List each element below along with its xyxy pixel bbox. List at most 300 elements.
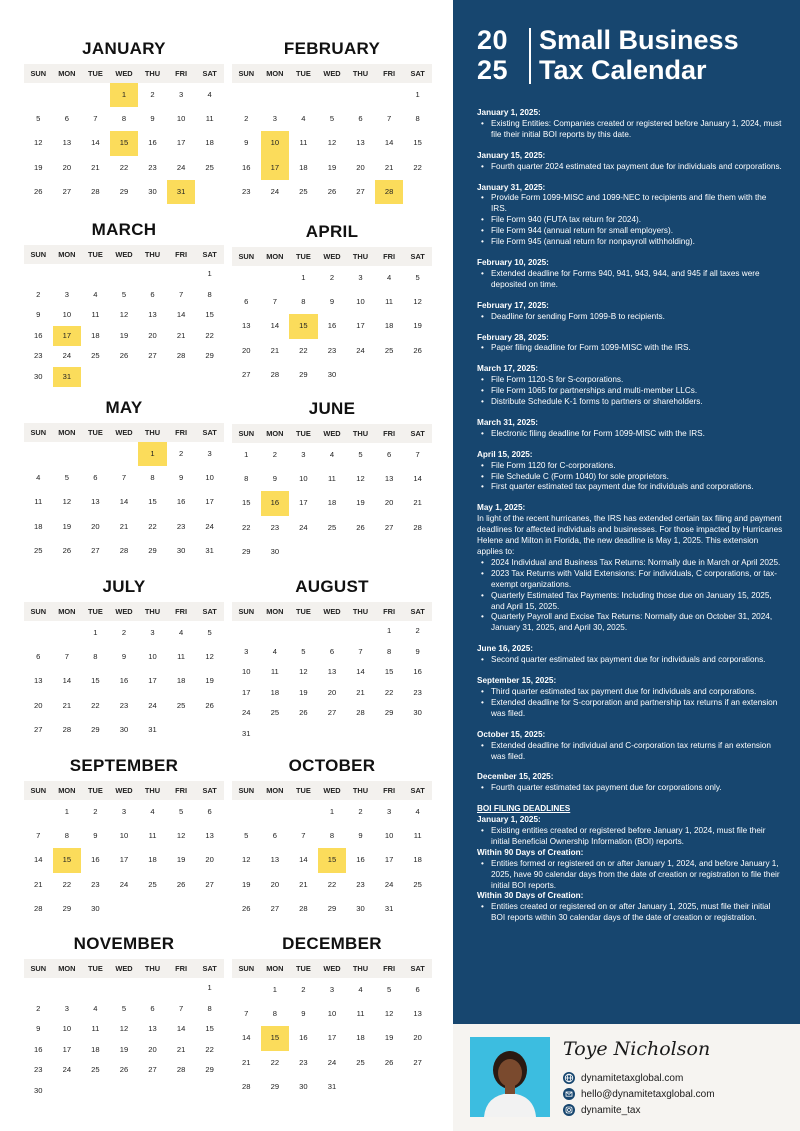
weekday-label: WED: [323, 964, 341, 973]
day-cell: [24, 83, 53, 107]
week-row: [24, 694, 224, 718]
day-cell: 12: [413, 297, 422, 307]
weekday-label: THU: [144, 786, 161, 795]
day-cell: [195, 897, 224, 921]
week-row: [232, 290, 432, 314]
contact-name: Toye Nicholson: [563, 1038, 711, 1060]
day-cell: [167, 367, 196, 388]
deadline-item: • 2024 Individual and Business Tax Returns: Normally due in March or April 2025.: [477, 558, 783, 569]
day-cell: 29: [205, 1065, 214, 1074]
deadline-day: 15: [110, 131, 139, 155]
weekday-header: [232, 602, 432, 621]
social-handle[interactable]: dynamite_tax: [581, 1104, 641, 1116]
day-cell: [110, 264, 139, 285]
day-cell: 13: [148, 310, 157, 319]
deadline-day: 17: [261, 156, 290, 180]
day-cell: 17: [242, 687, 251, 697]
deadline-item: • File Form 940 (FUTA tax return for 2024).: [477, 215, 783, 226]
day-cell: 28: [34, 903, 43, 913]
day-cell: 11: [270, 667, 279, 676]
day-cell: 7: [272, 297, 277, 307]
day-cell: 3: [121, 807, 127, 816]
day-cell: [53, 978, 82, 999]
day-cell: 25: [91, 351, 100, 360]
day-cell: [195, 180, 224, 204]
day-cell: 22: [242, 522, 251, 532]
day-cell: 24: [242, 708, 251, 717]
email-row[interactable]: [563, 1088, 715, 1100]
week-row: [24, 156, 224, 180]
day-cell: 1: [64, 807, 69, 816]
day-cell: 1: [272, 985, 277, 994]
day-cell: 22: [205, 1044, 214, 1054]
day-cell: 5: [36, 114, 41, 124]
month-title: JULY: [102, 577, 146, 596]
day-cell: 19: [327, 162, 337, 172]
week-row: [232, 339, 432, 363]
day-cell: 30: [176, 545, 186, 555]
deadline-entry: [477, 730, 783, 763]
week-row: [24, 107, 224, 131]
week-row: [232, 873, 432, 897]
deadline-items: [477, 193, 783, 248]
day-cell: 4: [178, 628, 184, 637]
day-cell: 4: [386, 273, 392, 282]
week-row: [24, 346, 224, 367]
weekday-label: TUE: [88, 607, 103, 616]
day-cell: 29: [327, 903, 337, 913]
weekday-label: SUN: [30, 428, 47, 437]
day-cell: 30: [327, 369, 337, 379]
day-cell: [289, 540, 318, 564]
day-cell: 13: [148, 1024, 157, 1033]
day-cell: 14: [176, 1024, 186, 1033]
day-cell: 11: [299, 138, 308, 148]
day-cell: 18: [34, 521, 43, 531]
day-cell: 19: [119, 1044, 129, 1054]
day-cell: 21: [62, 700, 72, 710]
day-cell: 19: [62, 521, 72, 531]
weekday-label: WED: [115, 607, 133, 616]
day-cell: [232, 266, 261, 290]
day-cell: 4: [272, 646, 277, 656]
week-row: [232, 314, 432, 338]
day-cell: 27: [356, 186, 365, 196]
day-cell: 26: [62, 545, 72, 555]
month-august: [232, 576, 432, 744]
day-cell: 2: [150, 90, 155, 99]
social-row[interactable]: [563, 1104, 640, 1116]
day-cell: 13: [242, 321, 251, 331]
day-cell: 6: [36, 652, 41, 662]
weekday-label: SAT: [202, 250, 217, 259]
day-cell: 1: [386, 626, 392, 635]
day-cell: 13: [356, 138, 365, 148]
day-cell: 12: [62, 497, 72, 507]
day-cell: [346, 724, 375, 745]
website-row[interactable]: [563, 1072, 683, 1084]
day-cell: 18: [327, 498, 337, 508]
day-cell: [346, 540, 375, 564]
day-cell: 29: [62, 903, 72, 913]
week-row: [232, 266, 432, 290]
day-cell: 11: [356, 1009, 365, 1019]
deadline-item: • Quarterly Estimated Tax Payments: Including those due on January 15, 2025, and April 15, 2025.: [477, 591, 783, 613]
day-cell: 17: [327, 1033, 337, 1043]
day-cell: [195, 1081, 224, 1102]
day-cell: 12: [356, 474, 365, 484]
day-cell: [403, 540, 432, 564]
day-cell: [53, 83, 82, 107]
day-cell: 22: [91, 700, 100, 710]
day-cell: 3: [64, 289, 69, 299]
day-cell: 20: [384, 498, 394, 508]
day-cell: 23: [242, 186, 251, 196]
weekday-label: MON: [58, 250, 76, 259]
week-row: [232, 516, 432, 540]
day-cell: 12: [176, 831, 186, 841]
day-cell: 12: [34, 138, 43, 148]
day-cell: [261, 621, 290, 642]
weekday-header: [232, 64, 432, 83]
week-row: [24, 848, 224, 872]
day-cell: 7: [301, 831, 306, 841]
month-may: [24, 397, 224, 563]
day-cell: 24: [148, 700, 157, 710]
day-cell: 4: [150, 807, 155, 816]
day-cell: 20: [91, 521, 100, 531]
weekday-label: FRI: [175, 786, 188, 795]
boi-subheading: Within 30 Days of Creation:: [477, 891, 584, 901]
day-cell: 3: [207, 449, 212, 458]
deadline-item: • File Form 1120 for C-corporations.: [477, 461, 783, 472]
day-cell: [81, 442, 110, 466]
deadline-item: • File Form 1120-S for S-corporations.: [477, 375, 783, 386]
day-cell: 28: [413, 522, 422, 532]
deadline-item: • 2023 Tax Returns with Valid Extensions: For individuals, C corporations, or tax-exempt organizations.: [477, 569, 783, 591]
weekday-label: FRI: [175, 607, 188, 616]
day-cell: [346, 363, 375, 387]
weekday-label: SAT: [410, 252, 425, 261]
day-cell: 2: [415, 626, 420, 635]
day-cell: 9: [121, 652, 127, 662]
day-cell: 24: [176, 162, 186, 172]
weekday-label: FRI: [383, 69, 396, 78]
day-cell: 10: [205, 473, 214, 483]
day-cell: [167, 897, 196, 921]
day-cell: [167, 978, 196, 999]
weekday-header: [232, 781, 432, 800]
day-cell: 14: [242, 1033, 251, 1043]
boi-item: • Entities formed or registered on or after January 1, 2024, and before January 1, 2025, have 90 calendar days from the date of creation or registration to file their initial BOI reports.: [477, 859, 783, 892]
weekday-label: FRI: [383, 786, 396, 795]
deadline-date: September 15, 2025:: [477, 676, 557, 686]
week-row: [24, 1081, 224, 1102]
week-row: [24, 800, 224, 824]
deadline-items: [477, 269, 783, 291]
day-cell: [24, 978, 53, 999]
day-cell: 17: [205, 497, 214, 507]
day-cell: 23: [413, 687, 422, 697]
day-cell: 17: [384, 855, 394, 865]
day-cell: 17: [62, 1044, 72, 1054]
day-cell: [232, 800, 261, 824]
weekday-header: [24, 602, 224, 621]
day-cell: [110, 978, 139, 999]
day-cell: 2: [121, 628, 127, 637]
week-row: [24, 1040, 224, 1061]
weekday-label: TUE: [88, 69, 103, 78]
weekday-label: FRI: [175, 428, 188, 437]
day-cell: 24: [205, 521, 214, 531]
day-cell: 28: [242, 1081, 251, 1091]
email-link[interactable]: hello@dynamitetaxglobal.com: [581, 1088, 715, 1100]
deadline-item: • Electronic filing deadline for Form 1099-MISC with the IRS.: [477, 429, 783, 440]
day-cell: 28: [176, 1065, 186, 1074]
day-cell: 30: [34, 1085, 43, 1095]
day-cell: 8: [93, 652, 98, 662]
weekday-label: WED: [115, 428, 133, 437]
day-cell: 28: [299, 903, 308, 913]
day-cell: 30: [91, 903, 100, 913]
day-cell: 10: [119, 831, 129, 841]
day-cell: 17: [176, 138, 186, 148]
weekday-label: MON: [266, 964, 284, 973]
day-cell: 28: [62, 724, 72, 734]
day-cell: 8: [301, 297, 306, 307]
weekday-label: MON: [266, 69, 284, 78]
day-cell: [110, 897, 139, 921]
day-cell: 1: [207, 983, 212, 992]
weekday-label: THU: [352, 964, 369, 973]
day-cell: 10: [299, 474, 308, 484]
day-cell: 27: [242, 369, 251, 379]
day-cell: 22: [119, 162, 129, 172]
day-cell: 10: [356, 297, 365, 307]
weekday-label: THU: [144, 964, 161, 973]
day-cell: 9: [178, 473, 184, 483]
deadline-item: • Extended deadline for Forms 940, 941, 943, 944, and 945 if all taxes were deposited on time.: [477, 269, 783, 291]
deadline-item: • Second quarter estimated tax payment due for individuals and corporations.: [477, 655, 783, 666]
deadline-date: January 31, 2025:: [477, 182, 546, 192]
weekday-label: SUN: [238, 964, 255, 973]
weekday-label: WED: [115, 964, 133, 973]
weekday-label: SUN: [30, 964, 47, 973]
day-cell: 8: [207, 1003, 212, 1013]
day-cell: 19: [384, 1033, 394, 1043]
month-title: JANUARY: [82, 39, 166, 58]
deadline-items: [477, 461, 783, 494]
week-row: [232, 1002, 432, 1026]
weekday-label: FRI: [175, 964, 188, 973]
day-cell: [403, 363, 432, 387]
day-cell: 16: [413, 667, 422, 676]
day-cell: 3: [244, 646, 249, 656]
day-cell: 22: [62, 879, 72, 889]
day-cell: 9: [36, 310, 41, 319]
day-cell: 24: [62, 351, 72, 360]
day-cell: 7: [178, 289, 184, 299]
deadline-item: • Existing Entities: Companies created or registered before January 1, 2024, must file their initial BOI reports by this date.: [477, 119, 783, 141]
weekday-header: [24, 245, 224, 264]
day-cell: [110, 367, 139, 388]
day-cell: [81, 1081, 110, 1102]
day-cell: 10: [384, 831, 394, 841]
deadline-entry: [477, 333, 783, 355]
weekday-label: SUN: [30, 607, 47, 616]
day-cell: 12: [119, 1024, 129, 1033]
deadline-date: February 10, 2025:: [477, 257, 549, 267]
day-cell: 13: [34, 676, 43, 686]
day-cell: 15: [205, 1024, 214, 1033]
day-cell: [138, 367, 167, 388]
day-cell: 31: [384, 903, 394, 913]
day-cell: 20: [205, 855, 214, 865]
day-cell: 31: [242, 728, 251, 738]
day-cell: 26: [413, 345, 422, 355]
day-cell: [138, 1081, 167, 1102]
day-cell: 29: [148, 545, 157, 555]
deadline-item: • Fourth quarter estimated tax payment due for corporations only.: [477, 783, 783, 794]
day-cell: 6: [329, 646, 335, 656]
day-cell: 27: [327, 708, 337, 717]
day-cell: 24: [62, 1065, 72, 1074]
day-cell: 14: [34, 855, 43, 865]
week-row: [24, 326, 224, 347]
day-cell: 20: [356, 162, 365, 172]
day-cell: 16: [299, 1033, 308, 1043]
day-cell: 25: [91, 1065, 100, 1074]
day-cell: 12: [242, 855, 251, 865]
day-cell: 3: [150, 628, 155, 637]
deadline-item: • Quarterly Payroll and Excise Tax Returns: Normally due on October 31, 2024, January 31, 2025, and April 30, 2025.: [477, 612, 783, 634]
deadline-item: • Paper filing deadline for Form 1099-MISC with the IRS.: [477, 343, 783, 354]
week-row: [24, 978, 224, 999]
deadline-date: March 31, 2025:: [477, 417, 538, 427]
day-cell: 16: [327, 321, 337, 331]
deadline-date: February 17, 2025:: [477, 300, 549, 310]
day-cell: 10: [327, 1009, 337, 1019]
deadline-items: [477, 343, 783, 354]
day-cell: 21: [299, 879, 308, 889]
month-title: DECEMBER: [282, 934, 382, 953]
day-cell: 16: [34, 1044, 43, 1054]
weekday-label: MON: [58, 428, 76, 437]
weekday-header: [24, 64, 224, 83]
day-cell: [375, 363, 404, 387]
month-april: [232, 221, 432, 387]
day-cell: 1: [207, 269, 212, 278]
day-cell: 20: [413, 1033, 422, 1043]
week-row: [24, 264, 224, 285]
day-cell: 2: [244, 114, 249, 124]
title-divider: [529, 28, 531, 84]
day-cell: 14: [176, 310, 186, 319]
day-cell: 28: [270, 369, 280, 379]
deadline-day: 15: [53, 848, 82, 872]
deadline-item: • Distribute Schedule K-1 forms to partners or shareholders.: [477, 397, 783, 408]
week-row: [232, 800, 432, 824]
weekday-label: MON: [58, 964, 76, 973]
day-cell: 25: [299, 186, 308, 196]
day-cell: 14: [91, 138, 100, 148]
week-row: [24, 466, 224, 490]
month-july: [24, 576, 224, 742]
day-cell: 19: [299, 687, 308, 697]
day-cell: 13: [62, 138, 72, 148]
day-cell: 7: [36, 831, 41, 841]
weekday-label: SUN: [238, 786, 255, 795]
day-cell: [53, 442, 82, 466]
deadline-items: [477, 655, 783, 666]
day-cell: 9: [150, 114, 155, 124]
day-cell: 15: [242, 498, 251, 508]
day-cell: 21: [384, 162, 394, 172]
deadline-entry: [477, 503, 783, 634]
day-cell: 18: [205, 138, 214, 148]
deadline-entry: [477, 418, 783, 440]
day-cell: 8: [150, 473, 155, 483]
day-cell: 11: [385, 297, 394, 307]
day-cell: 11: [205, 114, 214, 124]
week-row: [232, 491, 432, 515]
day-cell: 26: [119, 1065, 129, 1074]
week-row: [24, 621, 224, 645]
day-cell: 30: [119, 724, 129, 734]
day-cell: 21: [176, 330, 186, 340]
weekday-header: [24, 781, 224, 800]
day-cell: [318, 540, 347, 564]
day-cell: 25: [270, 708, 280, 717]
day-cell: 10: [62, 310, 72, 319]
day-cell: 9: [244, 138, 249, 148]
day-cell: 6: [150, 1003, 155, 1013]
weekday-label: SAT: [202, 428, 217, 437]
day-cell: 21: [270, 345, 280, 355]
day-cell: 22: [413, 162, 422, 172]
day-cell: 15: [413, 138, 422, 148]
day-cell: [318, 83, 347, 107]
month-title: NOVEMBER: [73, 934, 175, 953]
day-cell: 11: [91, 1024, 100, 1033]
day-cell: [110, 442, 139, 466]
day-cell: 28: [356, 708, 365, 717]
day-cell: [318, 724, 347, 745]
day-cell: [289, 621, 318, 642]
day-cell: [318, 621, 347, 642]
deadline-day: 17: [53, 326, 82, 347]
week-row: [24, 1060, 224, 1081]
day-cell: [403, 1075, 432, 1099]
day-cell: 4: [93, 289, 98, 299]
day-cell: [24, 442, 53, 466]
day-cell: 9: [415, 646, 420, 656]
day-cell: [261, 266, 290, 290]
week-row: [24, 1019, 224, 1040]
boi-group: [477, 859, 783, 892]
weekday-label: WED: [323, 69, 341, 78]
deadline-item: • Third quarter estimated tax payment due for individuals and corporations.: [477, 687, 783, 698]
week-row: [232, 978, 432, 1002]
day-cell: 17: [148, 676, 157, 686]
website-link[interactable]: dynamitetaxglobal.com: [581, 1072, 684, 1084]
week-row: [24, 539, 224, 563]
deadline-items: [477, 741, 783, 763]
day-cell: [138, 897, 167, 921]
day-cell: [53, 621, 82, 645]
day-cell: 7: [121, 473, 127, 483]
day-cell: 22: [205, 330, 214, 340]
